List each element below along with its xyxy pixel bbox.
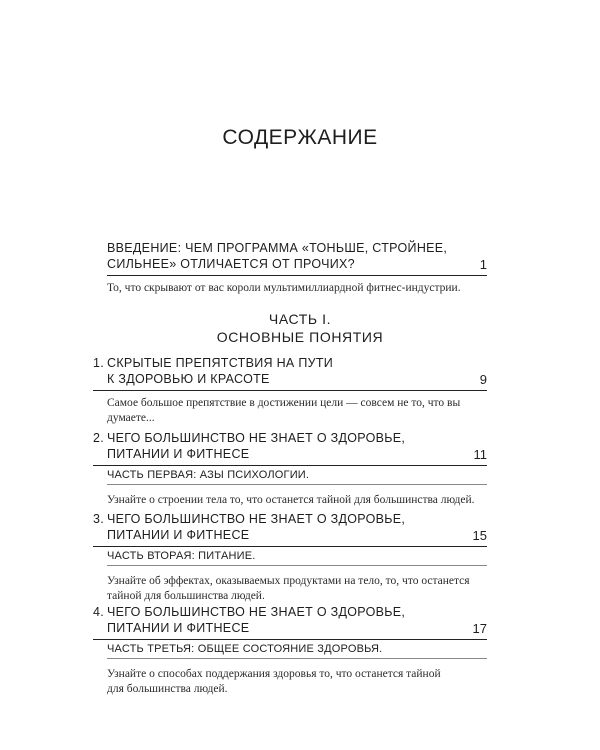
chapter-4-heading bbox=[93, 604, 487, 636]
chapter-1-heading bbox=[93, 355, 487, 387]
chapter-4-heading-line-2: ПИТАНИИ И ФИТНЕСЕ bbox=[107, 621, 250, 635]
chapter-3-description-line-1: Узнайте об эффектах, оказываемых продуктами на тело, то, что останется bbox=[107, 575, 470, 587]
chapter-4-heading-line-1: ЧЕГО БОЛЬШИНСТВО НЕ ЗНАЕТ О ЗДОРОВЬЕ, bbox=[107, 605, 406, 619]
chapter-2-number: 2. bbox=[93, 431, 105, 445]
chapter-4-subtitle: ЧАСТЬ ТРЕТЬЯ: ОБЩЕЕ СОСТОЯНИЕ ЗДОРОВЬЯ. bbox=[107, 643, 487, 659]
chapter-3-subtitle: ЧАСТЬ ВТОРАЯ: ПИТАНИЕ. bbox=[107, 550, 487, 566]
chapter-3-heading bbox=[93, 511, 487, 543]
chapter-1-description bbox=[93, 396, 487, 426]
chapter-2-heading-line-2: ПИТАНИИ И ФИТНЕСЕ bbox=[107, 447, 250, 461]
chapter-1-description-line-2: думаете... bbox=[107, 412, 155, 424]
part-heading-line-2: ОСНОВНЫЕ ПОНЯТИЯ bbox=[216, 329, 384, 345]
chapter-3-heading-line-2: ПИТАНИИ И ФИТНЕСЕ bbox=[107, 528, 250, 542]
part-heading bbox=[0, 310, 600, 346]
chapter-1-heading-line-1: СКРЫТЫЕ ПРЕПЯТСТВИЯ НА ПУТИ bbox=[107, 356, 334, 370]
toc-entry-chapter-2[interactable] bbox=[93, 430, 487, 508]
chapter-1-number: 1. bbox=[93, 356, 105, 370]
chapter-2-heading bbox=[93, 430, 487, 462]
chapter-4-page-number: 17 bbox=[472, 621, 487, 636]
chapter-4-description-line-1: Узнайте о способах поддержания здоровья то, что останется тайной bbox=[107, 668, 441, 680]
intro-heading bbox=[107, 240, 487, 272]
part-heading-line-1: ЧАСТЬ I. bbox=[268, 311, 332, 327]
chapter-2-page-number: 11 bbox=[473, 447, 487, 462]
intro-page-number: 1 bbox=[479, 257, 487, 272]
toc-entry-chapter-4[interactable] bbox=[93, 604, 487, 697]
chapter-2-subtitle: ЧАСТЬ ПЕРВАЯ: АЗЫ ПСИХОЛОГИИ. bbox=[107, 469, 487, 485]
intro-heading-block bbox=[107, 240, 487, 276]
chapter-3-page-number: 15 bbox=[472, 528, 487, 543]
chapter-2-heading-line-1: ЧЕГО БОЛЬШИНСТВО НЕ ЗНАЕТ О ЗДОРОВЬЕ, bbox=[107, 431, 406, 445]
page-title: СОДЕРЖАНИЕ bbox=[222, 126, 378, 149]
chapter-1-heading-block bbox=[93, 355, 487, 391]
intro-heading-line-1: ВВЕДЕНИЕ: ЧЕМ ПРОГРАММА «ТОНЬШЕ, СТРОЙНЕЕ, bbox=[107, 241, 448, 255]
chapter-2-description: Узнайте о строении тела то, что останется тайной для большинства людей. bbox=[107, 494, 475, 506]
toc-entry-chapter-1[interactable] bbox=[93, 355, 487, 426]
chapter-3-heading-line-1: ЧЕГО БОЛЬШИНСТВО НЕ ЗНАЕТ О ЗДОРОВЬЕ, bbox=[107, 512, 406, 526]
chapter-1-heading-line-2: К ЗДОРОВЬЮ И КРАСОТЕ bbox=[107, 372, 270, 386]
chapter-1-description-line-1: Самое большое препятствие в достижении цели — совсем не то, что вы bbox=[107, 397, 461, 409]
intro-description: То, что скрывают от вас короли мультимиллиардной фитнес-индустрии. bbox=[107, 282, 461, 294]
chapter-3-description-line-2: тайной для большинства людей. bbox=[107, 590, 265, 602]
chapter-4-description-line-2: для большинства людей. bbox=[107, 683, 228, 695]
chapter-4-description bbox=[93, 667, 487, 697]
chapter-2-heading-block bbox=[93, 430, 487, 466]
chapter-3-heading-block bbox=[93, 511, 487, 547]
toc-entry-chapter-3[interactable] bbox=[93, 511, 487, 604]
chapter-4-number: 4. bbox=[93, 605, 105, 619]
toc-entry-intro[interactable] bbox=[107, 240, 487, 296]
chapter-4-heading-block bbox=[93, 604, 487, 640]
chapter-1-page-number: 9 bbox=[479, 372, 487, 387]
chapter-3-description bbox=[93, 574, 487, 604]
chapter-3-number: 3. bbox=[93, 512, 105, 526]
intro-heading-line-2: СИЛЬНЕЕ» ОТЛИЧАЕТСЯ ОТ ПРОЧИХ? bbox=[107, 257, 355, 271]
